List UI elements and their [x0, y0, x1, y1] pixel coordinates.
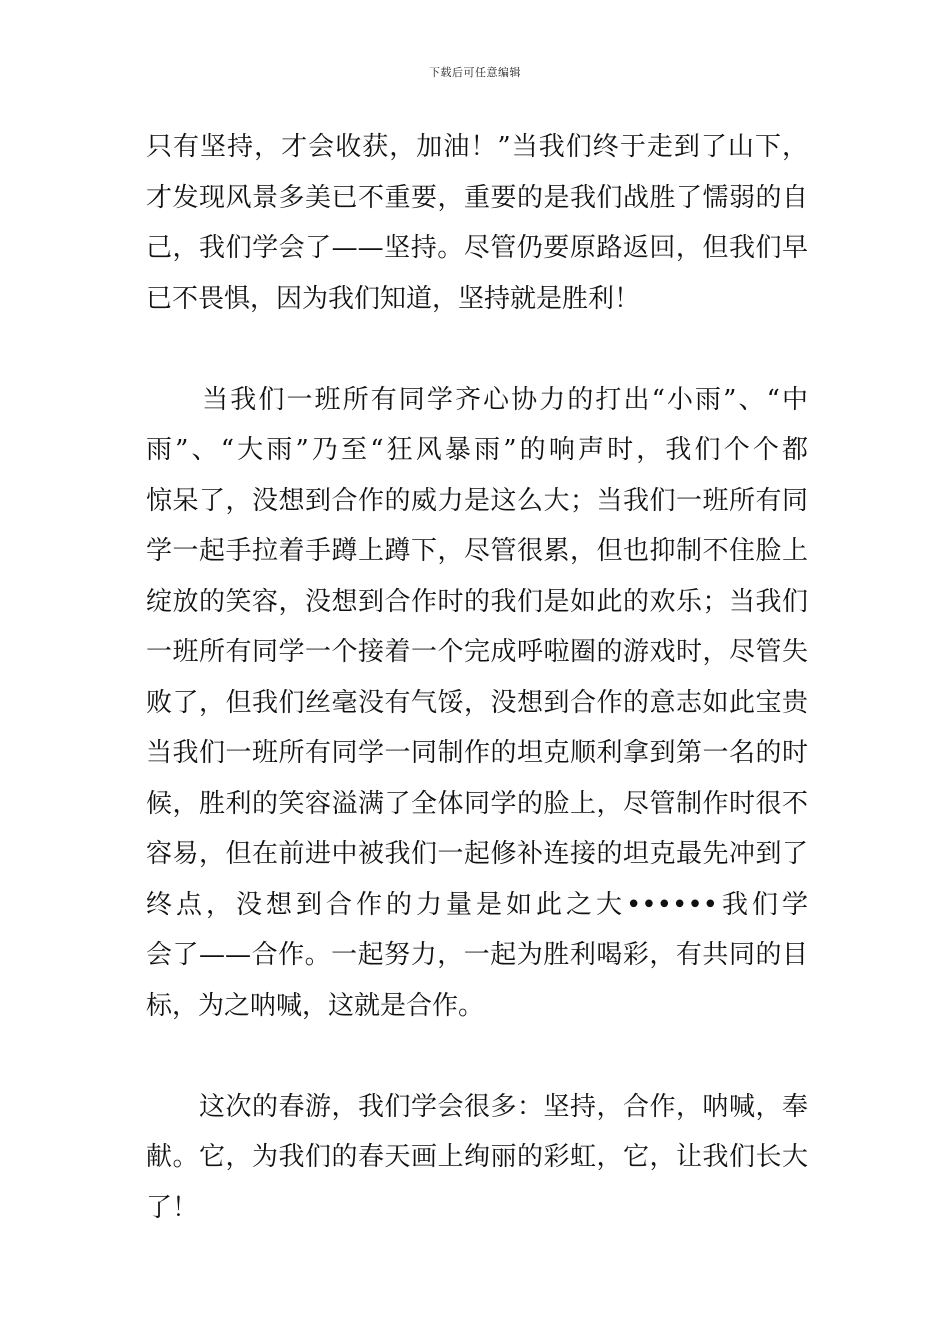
text-line: 惊呆了，没想到合作的威力是这么大；当我们一班所有同 [146, 485, 808, 516]
text-line: 才发现风景多美已不重要，重要的是我们战胜了懦弱的自 [146, 182, 808, 213]
text-line: 了！ [146, 1192, 199, 1223]
text-line: 终点，没想到合作的力量是如此之大••••••我们学 [146, 889, 808, 920]
text-line: 一班所有同学一个接着一个完成呼啦圈的游戏时，尽管失 [146, 637, 808, 667]
text-line: 败了，但我们丝毫没有气馁，没想到合作的意志如此宝贵 [146, 687, 808, 718]
text-line: 当我们一班所有同学一同制作的坦克顺利拿到第一名的时 [146, 738, 808, 768]
text-line: 献。它，为我们的春天画上绚丽的彩虹，它，让我们长大 [146, 1142, 808, 1172]
paragraph-perseverance [146, 122, 808, 324]
text-line: 容易，但在前进中被我们一起修补连接的坦克最先冲到了 [146, 839, 808, 869]
paragraph-spacer [146, 1031, 808, 1082]
text-line: 会了——合作。一起努力，一起为胜利喝彩，有共同的目 [146, 940, 808, 970]
text-line: 当我们一班所有同学齐心协力的打出“小雨”、“中 [146, 384, 808, 415]
document-body [146, 122, 808, 1233]
text-line: 标，为之呐喊，这就是合作。 [146, 990, 485, 1021]
paragraph-spacer [146, 324, 808, 375]
text-line: 已不畏惧，因为我们知道，坚持就是胜利！ [146, 283, 641, 314]
text-line: 绽放的笑容，没想到合作时的我们是如此的欢乐；当我们 [146, 586, 808, 617]
text-line: 雨”、“大雨”乃至“狂风暴雨”的响声时，我们个个都 [146, 435, 808, 465]
paragraph-conclusion [146, 1082, 808, 1234]
text-line: 己，我们学会了——坚持。尽管仍要原路返回，但我们早 [146, 233, 808, 263]
text-line: 只有坚持，才会收获，加油！”当我们终于走到了山下， [146, 132, 808, 162]
text-line: 候，胜利的笑容溢满了全体同学的脸上，尽管制作时很不 [146, 788, 808, 819]
page-header: 下载后可任意编辑 [429, 66, 521, 79]
text-line: 学一起手拉着手蹲上蹲下，尽管很累，但也抑制不住脸上 [146, 536, 808, 566]
paragraph-cooperation [146, 375, 808, 1032]
text-line: 这次的春游，我们学会很多：坚持，合作，呐喊，奉 [146, 1091, 808, 1122]
